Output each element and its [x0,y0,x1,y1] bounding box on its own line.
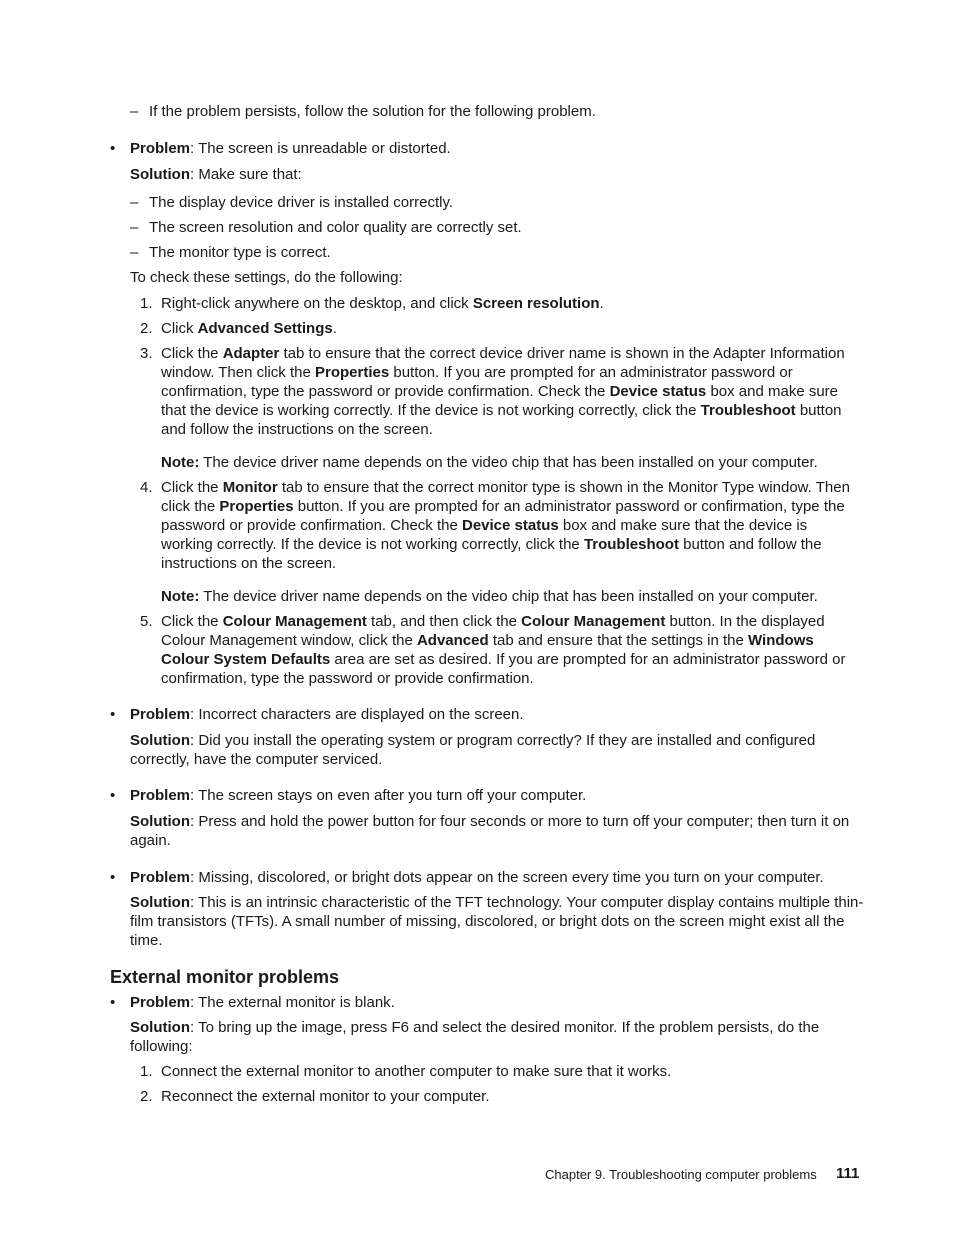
solution-desc: : To bring up the image, press F6 and select the desired monitor. If the problem persists, do the following: [130,1019,820,1055]
step-text: Click the Monitor tab to ensure that the correct monitor type is shown in the Monitor Type window. Then click the Properties button. If you are prompted for an administrator password or confirmation, type the password or provide confirmation. Check the Device status box and make sure that the device is working correctly. If the device is not working correctly, click the Troubleshoot button and follow the instructions on the screen. [161,479,850,572]
note-text: The device driver name depends on the video chip that has been installed on your computer. [199,588,818,605]
step-number: 1. [140,1063,153,1080]
note-label: Note: [161,588,200,605]
dash-text: The monitor type is correct. [149,244,331,261]
step-number: 1. [140,295,153,312]
step-item [130,319,870,338]
solution-desc: : Did you install the operating system or program correctly? If they are installed and configured correctly, have the computer serviced. [130,732,816,768]
step-number: 3. [140,345,153,362]
step-item [130,478,870,573]
problem-label: Problem [130,869,191,886]
problem-text [130,993,870,1012]
solution-text [130,1018,865,1056]
step-number: 2. [140,320,153,337]
step-item [130,344,870,439]
problem-item [110,705,870,724]
problem-item [110,993,870,1012]
solution-label: Solution [130,166,190,183]
bullet-marker: • [110,140,116,157]
step-number: 2. [140,1088,153,1105]
check-intro: To check these settings, do the following: [130,269,403,286]
problem-label: Problem [130,787,191,804]
dash-item [130,218,870,237]
step-text: Reconnect the external monitor to your computer. [161,1088,490,1105]
solution-text [130,165,865,184]
solution-text [130,812,865,850]
note [161,453,866,472]
step-item [130,294,870,313]
note-label: Note: [161,454,200,471]
step-text: Click the Adapter tab to ensure that the correct device driver name is shown in the Adapter Information window. Then click the Properties button. If you are prompted for an administrator password or confirmation, type the password or provide confirmation. Check the Device status box and make sure that the device is working correctly. If the device is not working correctly, click the Troubleshoot button and follow the instructions on the screen. [161,345,845,438]
note [161,587,866,606]
problem-text [130,868,870,887]
dash-marker: – [130,103,139,120]
step-number: 5. [140,613,153,630]
dash-text: The screen resolution and color quality are correctly set. [149,219,522,236]
step-item [130,1087,870,1106]
dash-item [130,102,870,121]
dash-item [130,193,870,212]
step-text: Click Advanced Settings. [161,320,337,337]
page-number: 111 [836,1165,860,1182]
problem-text [130,786,870,805]
problem-desc: : The external monitor is blank. [190,994,395,1011]
step-text: Right-click anywhere on the desktop, and click Screen resolution. [161,295,604,312]
step-item [130,1062,870,1081]
step-text: Connect the external monitor to another computer to make sure that it works. [161,1063,672,1080]
dash-marker: – [130,194,139,211]
problem-text [130,139,870,158]
dash-marker: – [130,219,139,236]
problem-item [110,139,870,158]
problem-item [110,786,870,805]
note-text: The device driver name depends on the video chip that has been installed on your computer. [199,454,818,471]
step-number: 4. [140,479,153,496]
solution-desc: : This is an intrinsic characteristic of the TFT technology. Your computer display contains multiple thin-film transistors (TFTs). A small number of missing, discolored, or bright dots on the screen might exist all the time. [130,894,864,949]
solution-label: Solution [130,813,190,830]
problem-desc: : Missing, discolored, or bright dots appear on the screen every time you turn on your computer. [190,869,824,886]
dash-text: The display device driver is installed correctly. [149,194,454,211]
solution-label: Solution [130,732,190,749]
bullet-marker: • [110,994,116,1011]
bullet-marker: • [110,706,116,723]
solution-desc: : Press and hold the power button for four seconds or more to turn off your computer; then turn it on again. [130,813,850,849]
solution-desc: : Make sure that: [190,166,302,183]
dash-marker: – [130,244,139,261]
solution-text [130,893,865,950]
problem-desc: : The screen stays on even after you turn off your computer. [190,787,587,804]
problem-label: Problem [130,140,191,157]
problem-desc: : Incorrect characters are displayed on the screen. [190,706,524,723]
step-item [130,612,870,688]
solution-text [130,731,865,769]
bullet-marker: • [110,787,116,804]
dash-text: If the problem persists, follow the solution for the following problem. [149,103,596,120]
footer-chapter: Chapter 9. Troubleshooting computer problems [545,1167,817,1182]
bullet-marker: • [110,869,116,886]
step-text: Click the Colour Management tab, and then click the Colour Management button. In the displayed Colour Management window, click the Advanced tab and ensure that the settings in the Windows Colour System Defaults area are set as desired. If you are prompted for an administrator password or confirmation, type the password or provide confirmation. [161,613,846,687]
solution-label: Solution [130,1019,190,1036]
section-heading: External monitor problems [110,967,340,987]
dash-item [130,243,870,262]
problem-label: Problem [130,706,191,723]
problem-text [130,705,870,724]
solution-label: Solution [130,894,190,911]
problem-label: Problem [130,994,191,1011]
problem-desc: : The screen is unreadable or distorted. [190,140,451,157]
problem-item [110,868,870,887]
